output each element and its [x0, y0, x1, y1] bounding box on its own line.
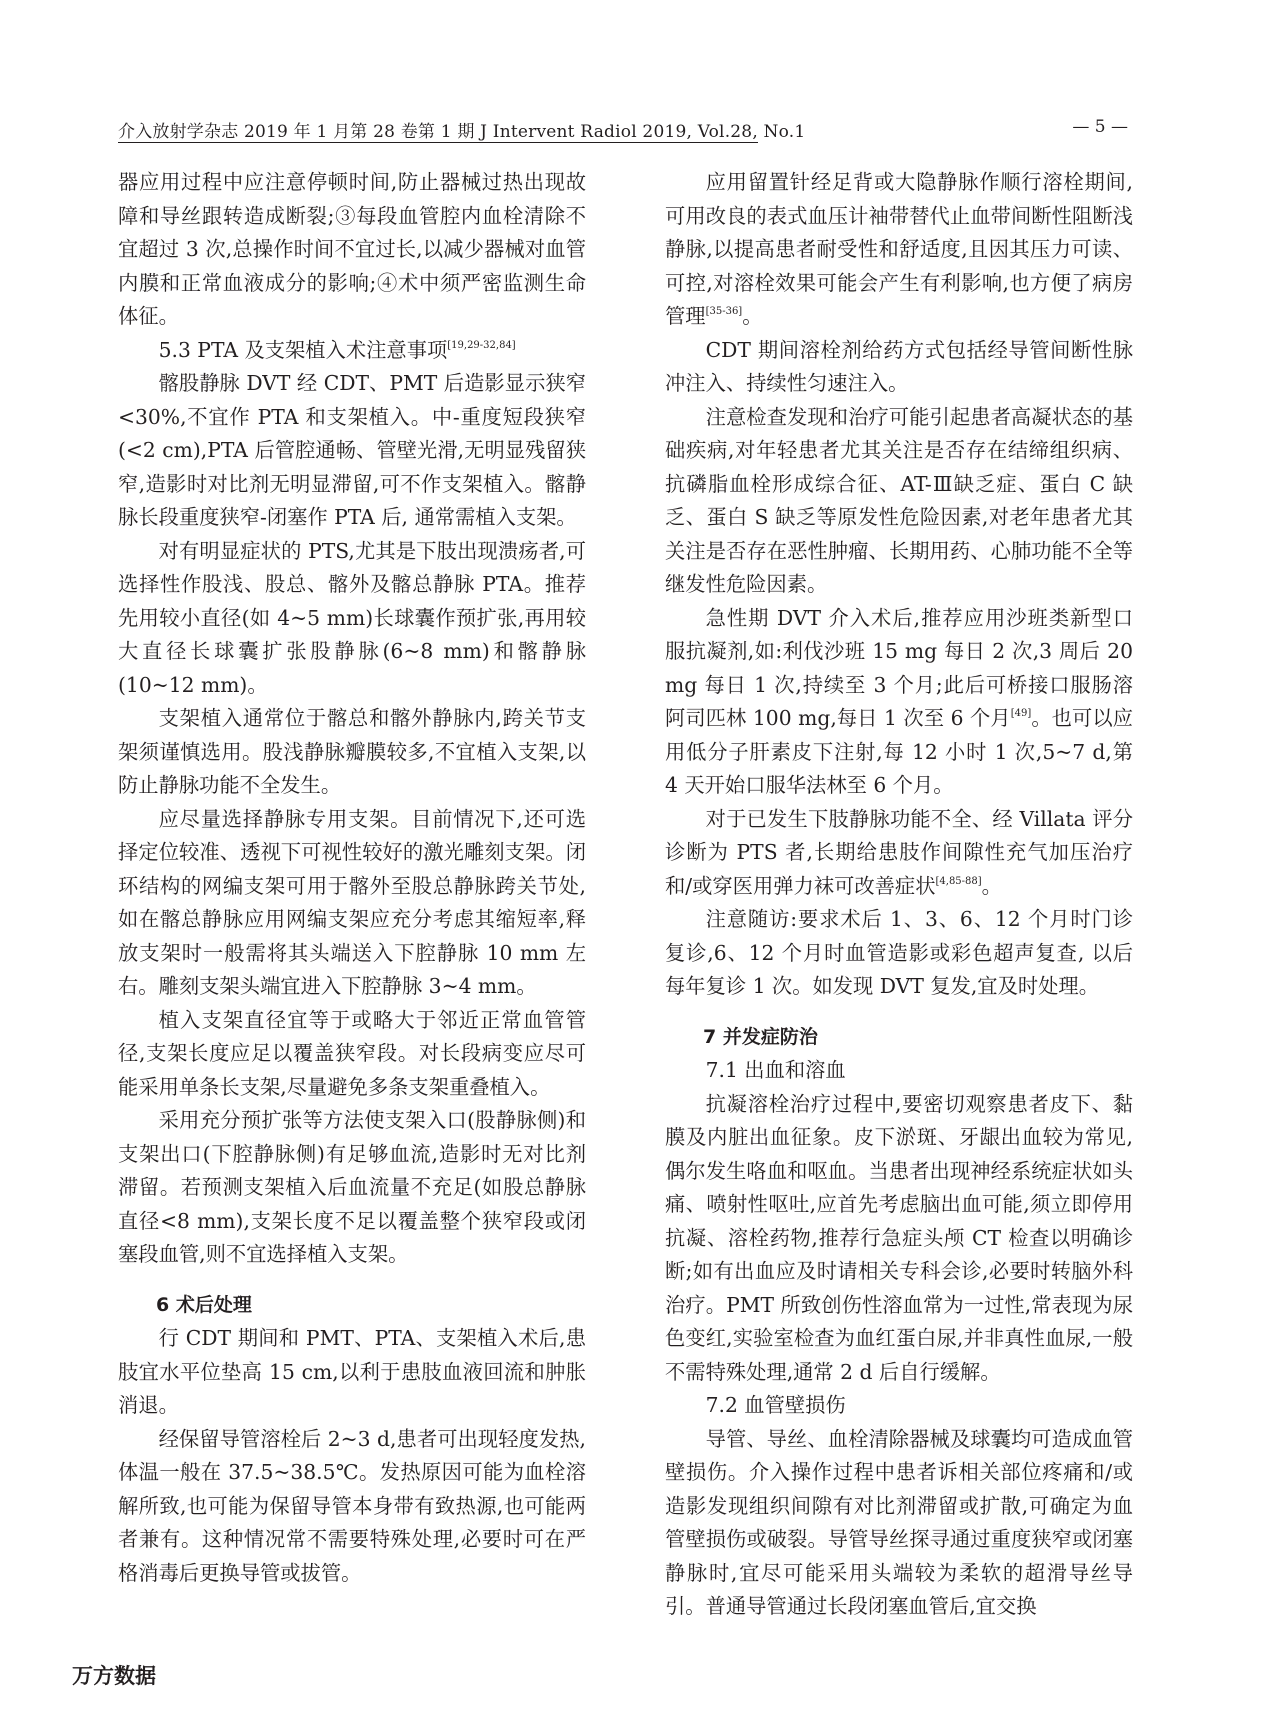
paragraph-text: 急性期 DVT 介入术后,推荐应用沙班类新型口服抗凝剂,如:利伐沙班 15 mg 每日 2 次,3 周后 20 mg 每日 1 次,持续至 3 个月;此后可桥接口服肠溶阿司匹林 100 mg,每日 1 次至 6 个月	[665, 605, 1133, 730]
paragraph: 行 CDT 期间和 PMT、PTA、支架植入术后,患肢宜水平位垫高 15 cm,以利于患肢血液回流和肿胀消退。	[118, 1326, 586, 1417]
paragraph: 抗凝溶栓治疗过程中,要密切观察患者皮下、黏膜及内脏出血征象。皮下淤斑、牙龈出血较为常见,偶尔发生咯血和呕血。当患者出现神经系统症状如头痛、喷射性呕吐,应首先考虑脑出血可能,须立即停用抗凝、溶栓药物,推荐行急症头颅 CT 检查以明确诊断;如有出血应及时请相关专科会诊,必要时转脑外科治疗。PMT 所致创伤性溶血常为一过性,常表现为尿色变红,实验室检查为血红蛋白尿,并非真性血尿,一般不需特殊处理,通常 2 d 后自行缓解。	[665, 1091, 1133, 1384]
paragraph: 注意随访:要求术后 1、3、6、12 个月时门诊复诊,6、12 个月时血管造影或彩色超声复查, 以后每年复诊 1 次。如发现 DVT 复发,宜及时处理。	[665, 907, 1133, 998]
header-rule	[118, 142, 758, 143]
paragraph: 经保留导管溶栓后 2~3 d,患者可出现轻度发热,体温一般在 37.5~38.5℃。发热原因可能为血栓溶解所致,也可能为保留导管本身带有致热源,也可能两者兼有。这种情况常不需要特殊处理,必要时可在严格消毒后更换导管或拔管。	[118, 1426, 586, 1585]
citation: [4,85-88]	[935, 875, 982, 887]
paragraph: 应尽量选择静脉专用支架。目前情况下,还可选择定位较准、透视下可视性较好的激光雕刻支架。闭环结构的网编支架可用于髂外至股总静脉跨关节处,如在髂总静脉应用网编支架应充分考虑其缩短率,释放支架时一般需将其头端送入下腔静脉 10 mm 左右。雕刻支架头端宜进入下腔静脉 3~4 mm。	[118, 806, 586, 998]
running-header	[118, 117, 1128, 143]
paragraph-text: 对于已发生下肢静脉功能不全、经 Villata 评分诊断为 PTS 者,长期给患肢作间隙性充气加压治疗和/或穿医用弹力袜可改善症状	[665, 806, 1133, 898]
watermark-text: 万方数据	[72, 1664, 156, 1688]
section-heading-7-1: 7.1 出血和溶血	[705, 1058, 846, 1082]
section-heading-5-3	[118, 334, 586, 368]
paragraph: 植入支架直径宜等于或略大于邻近正常血管管径,支架长度应足以覆盖狭窄段。对长段病变应尽可能采用单条长支架,尽量避免多条支架重叠植入。	[118, 1007, 586, 1099]
citation: [49]	[1010, 708, 1032, 719]
paragraph: 导管、导丝、血栓清除器械及球囊均可造成血管壁损伤。介入操作过程中患者诉相关部位疼痛和/或造影发现组织间隙有对比剂滞留或扩散,可确定为血管壁损伤或破裂。导管导丝探寻通过重度狭窄或闭塞静脉时,宜尽可能采用头端较为柔软的超滑导丝导引。普通导管通过长段闭塞血管后,宜交换	[665, 1426, 1133, 1618]
paragraph	[665, 602, 1133, 803]
paragraph-end: 。	[742, 304, 763, 328]
paragraph-text: 应用留置针经足背或大隐静脉作顺行溶栓期间,可用改良的表式血压计袖带替代止血带间断性阻断浅静脉,以提高患者耐受性和舒适度,且因其压力可读、可控,对溶栓效果可能会产生有利影响,也方便了病房管理	[665, 170, 1133, 328]
journal-citation: 介入放射学杂志 2019 年 1 月第 28 卷第 1 期 J Intervent Radiol 2019, Vol.28, No.1	[118, 122, 806, 142]
paragraph	[665, 803, 1133, 904]
citation: [35-36]	[705, 306, 743, 317]
section-heading-6: 6 术后处理	[156, 1293, 252, 1316]
left-column	[118, 166, 586, 1590]
paragraph: 采用充分预扩张等方法使支架入口(股静脉侧)和支架出口(下腔静脉侧)有足够血流,造影时无对比剂滞留。若预测支架植入后血流量不充足(如股总静脉直径<8 mm),支架长度不足以覆盖整个狭窄段或闭塞段血管,则不宜选择植入支架。	[118, 1108, 586, 1266]
paragraph: 器应用过程中应注意停顿时间,防止器械过热出现故障和导丝跟转造成断裂;③每段血管腔内血栓清除不宜超过 3 次,总操作时间不宜过长,以减少器械对血管内膜和正常血液成分的影响;④术中须严密监测生命体征。	[118, 170, 586, 328]
right-column	[665, 166, 1133, 1624]
section-heading-7-2: 7.2 血管壁损伤	[705, 1393, 846, 1417]
paragraph: 对有明显症状的 PTS,尤其是下肢出现溃疡者,可选择性作股浅、股总、髂外及髂总静脉 PTA。推荐先用较小直径(如 4~5 mm)长球囊作预扩张,再用较大直径长球囊扩张股静脉(6~8 mm)和髂静脉(10~12 mm)。	[118, 538, 586, 697]
paragraph-end: 。也可以应用低分子肝素皮下注射,每 12 小时 1 次,5~7 d,第 4 天开始口服华法林至 6 个月。	[665, 706, 1133, 797]
paragraph: 注意检查发现和治疗可能引起患者高凝状态的基础疾病,对年轻患者尤其关注是否存在结缔组织病、抗磷脂血栓形成综合征、AT-Ⅲ缺乏症、蛋白 C 缺乏、蛋白 S 缺乏等原发性危险因素,对老年患者尤其关注是否存在恶性肿瘤、长期用药、心肺功能不全等继发性危险因素。	[665, 404, 1133, 596]
paragraph: 支架植入通常位于髂总和髂外静脉内,跨关节支架须谨慎选用。股浅静脉瓣膜较多,不宜植入支架,以防止静脉功能不全发生。	[118, 706, 586, 797]
paragraph: CDT 期间溶栓剂给药方式包括经导管间断性脉冲注入、持续性匀速注入。	[665, 337, 1133, 395]
citation: [19,29-32,84]	[447, 339, 516, 351]
paragraph: 髂股静脉 DVT 经 CDT、PMT 后造影显示狭窄<30%,不宜作 PTA 和支架植入。中-重度短段狭窄(<2 cm),PTA 后管腔通畅、管壁光滑,无明显残留狭窄,造影时对比剂无明显滞留,可不作支架植入。髂静脉长段重度狭窄-闭塞作 PTA 后, 通常需植入支架。	[118, 371, 586, 529]
paragraph-end: 。	[981, 873, 1002, 898]
heading-text: 5.3 PTA 及支架植入术注意事项	[158, 337, 448, 362]
spacer	[118, 1272, 586, 1289]
section-heading-7: 7 并发症防治	[703, 1025, 818, 1048]
spacer	[665, 1004, 1133, 1021]
page-number: — 5 —	[1072, 117, 1128, 137]
paragraph	[665, 166, 1133, 334]
